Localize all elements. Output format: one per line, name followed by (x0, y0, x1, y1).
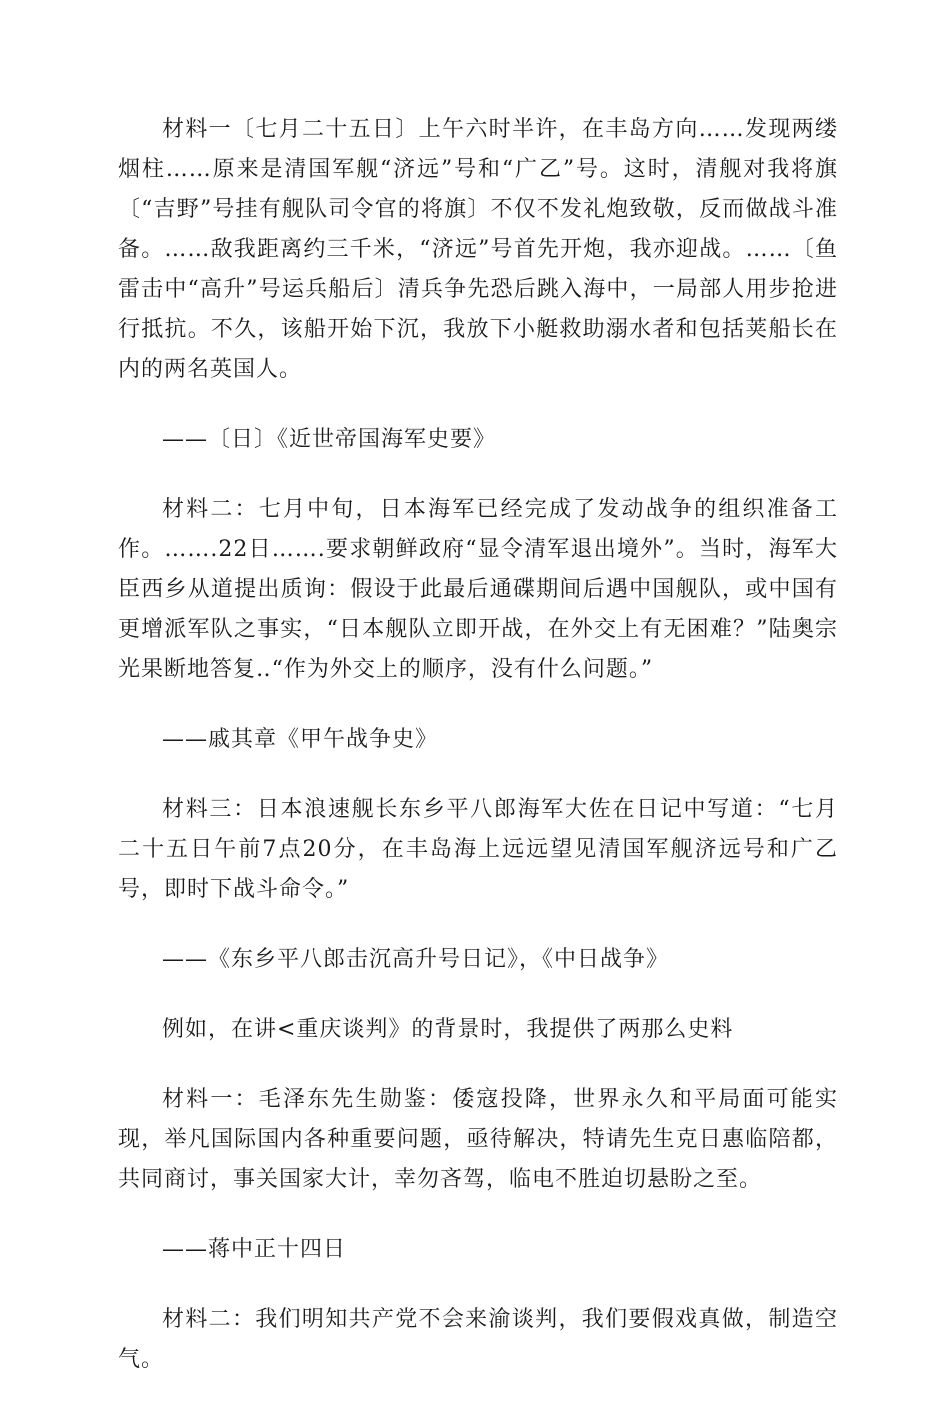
material-3-jiawu: 材料三：日本浪速舰长东乡平八郎海军大佐在日记中写道：“七月二十五日午前7点20分，在丰岛海上远远望见清国军舰济远号和广乙号，即时下战斗命令。” (118, 797, 838, 902)
source-2-jiawu: ——戚其章《甲午战争史》 (162, 727, 439, 752)
material-1-jiawu: 材料一〔七月二十五日〕上午六时半许，在丰岛方向……发现两缕烟柱……原来是清国军舰“济远”号和“广乙”号。这时，清舰对我将旗〔“吉野”号挂有舰队司令官的将旗〕不仅不发礼炮致敬，反而做战斗准备。……敌我距离约三千米，“济远”号首先开炮，我亦迎战。……〔鱼雷击中“高升”号运兵船后〕清兵争先恐后跳入海中，一局部人用步抢进行抵抗。不久，该船开始下沉，我放下小艇救助溺水者和包括荚船长在内的两名英国人。 (118, 117, 838, 382)
document-body (118, 110, 838, 1410)
source-1-jiawu: ——〔日〕《近世帝国海军史要》 (162, 427, 497, 452)
material-1-chongqing: 材料一：毛泽东先生勋鉴：倭寇投降，世界永久和平局面可能实现，举凡国际国内各种重要问题，亟待解决，特请先生克日惠临陪都，共同商讨，事关国家大计，幸勿吝驾，临电不胜迫切悬盼之至。 (118, 1087, 838, 1192)
source-3-jiawu: ——《东乡平八郎击沉高升号日记》，《中日战争》 (162, 947, 670, 972)
material-2-jiawu: 材料二：七月中旬，日本海军已经完成了发动战争的组织准备工作。…….22日…….要求朝鲜政府“显令清军退出境外”。当时，海军大臣西乡从道提出质询：假设于此最后通碟期间后遇中国舰队，或中国有更增派军队之事实，“日本舰队立即开战，在外交上有无困难？”陆奥宗光果断地答复‥“作为外交上的顺序，没有什么问题。” (118, 497, 838, 682)
material-2-chongqing: 材料二：我们明知共产党不会来渝谈判，我们要假戏真做，制造空气。 (118, 1307, 838, 1372)
example-intro: 例如，在讲<重庆谈判》的背景时，我提供了两那么史料 (162, 1017, 734, 1042)
source-1-chongqing: ——蒋中正十四日 (162, 1237, 347, 1262)
